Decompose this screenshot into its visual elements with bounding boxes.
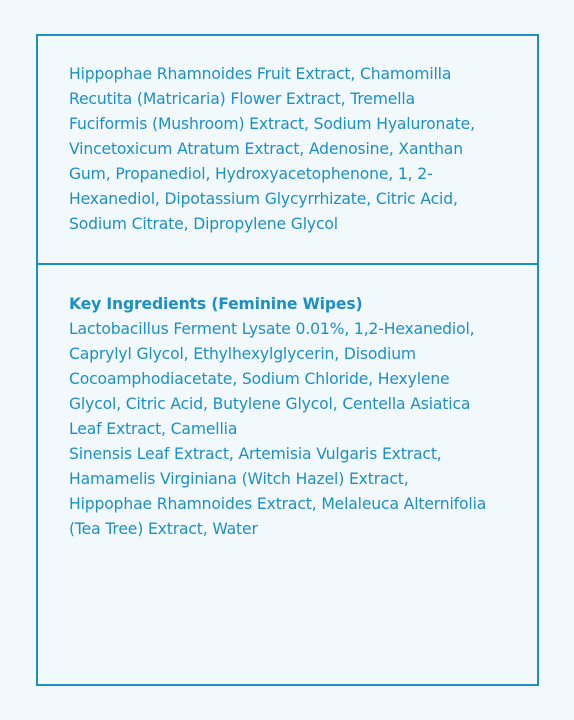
- ingredients-top-section: [38, 36, 537, 265]
- key-ingredients-line: Caprylyl Glycol, Ethylhexylglycerin, Disodium: [69, 345, 416, 363]
- ingredients-top-line: Recutita (Matricaria) Flower Extract, Tremella: [69, 90, 415, 108]
- key-ingredients-line: Glycol, Citric Acid, Butylene Glycol, Centella Asiatica: [69, 395, 471, 413]
- key-ingredients-text: [69, 317, 514, 542]
- ingredients-top-line: Fuciformis (Mushroom) Extract, Sodium Hyaluronate,: [69, 115, 475, 133]
- key-ingredients-heading: Key Ingredients (Feminine Wipes): [69, 295, 363, 313]
- key-ingredients-line: Lactobacillus Ferment Lysate 0.01%, 1,2-Hexanediol,: [69, 320, 475, 338]
- ingredients-top-text: [69, 62, 514, 237]
- ingredients-panel: [36, 34, 539, 686]
- ingredients-top-line: Gum, Propanediol, Hydroxyacetophenone, 1, 2-: [69, 165, 433, 183]
- key-ingredients-line: (Tea Tree) Extract, Water: [69, 520, 258, 538]
- key-ingredients-line: Sinensis Leaf Extract, Artemisia Vulgaris Extract,: [69, 445, 442, 463]
- ingredients-top-line: Hippophae Rhamnoides Fruit Extract, Chamomilla: [69, 65, 452, 83]
- ingredients-top-line: Hexanediol, Dipotassium Glycyrrhizate, Citric Acid,: [69, 190, 458, 208]
- key-ingredients-section: [38, 265, 537, 684]
- key-ingredients-line: Hamamelis Virginiana (Witch Hazel) Extract,: [69, 470, 409, 488]
- key-ingredients-line: Cocoamphodiacetate, Sodium Chloride, Hexylene: [69, 370, 450, 388]
- key-ingredients-line: Leaf Extract, Camellia: [69, 420, 238, 438]
- ingredients-top-line: Sodium Citrate, Dipropylene Glycol: [69, 215, 338, 233]
- key-ingredients-line: Hippophae Rhamnoides Extract, Melaleuca Alternifolia: [69, 495, 487, 513]
- ingredients-top-line: Vincetoxicum Atratum Extract, Adenosine, Xanthan: [69, 140, 463, 158]
